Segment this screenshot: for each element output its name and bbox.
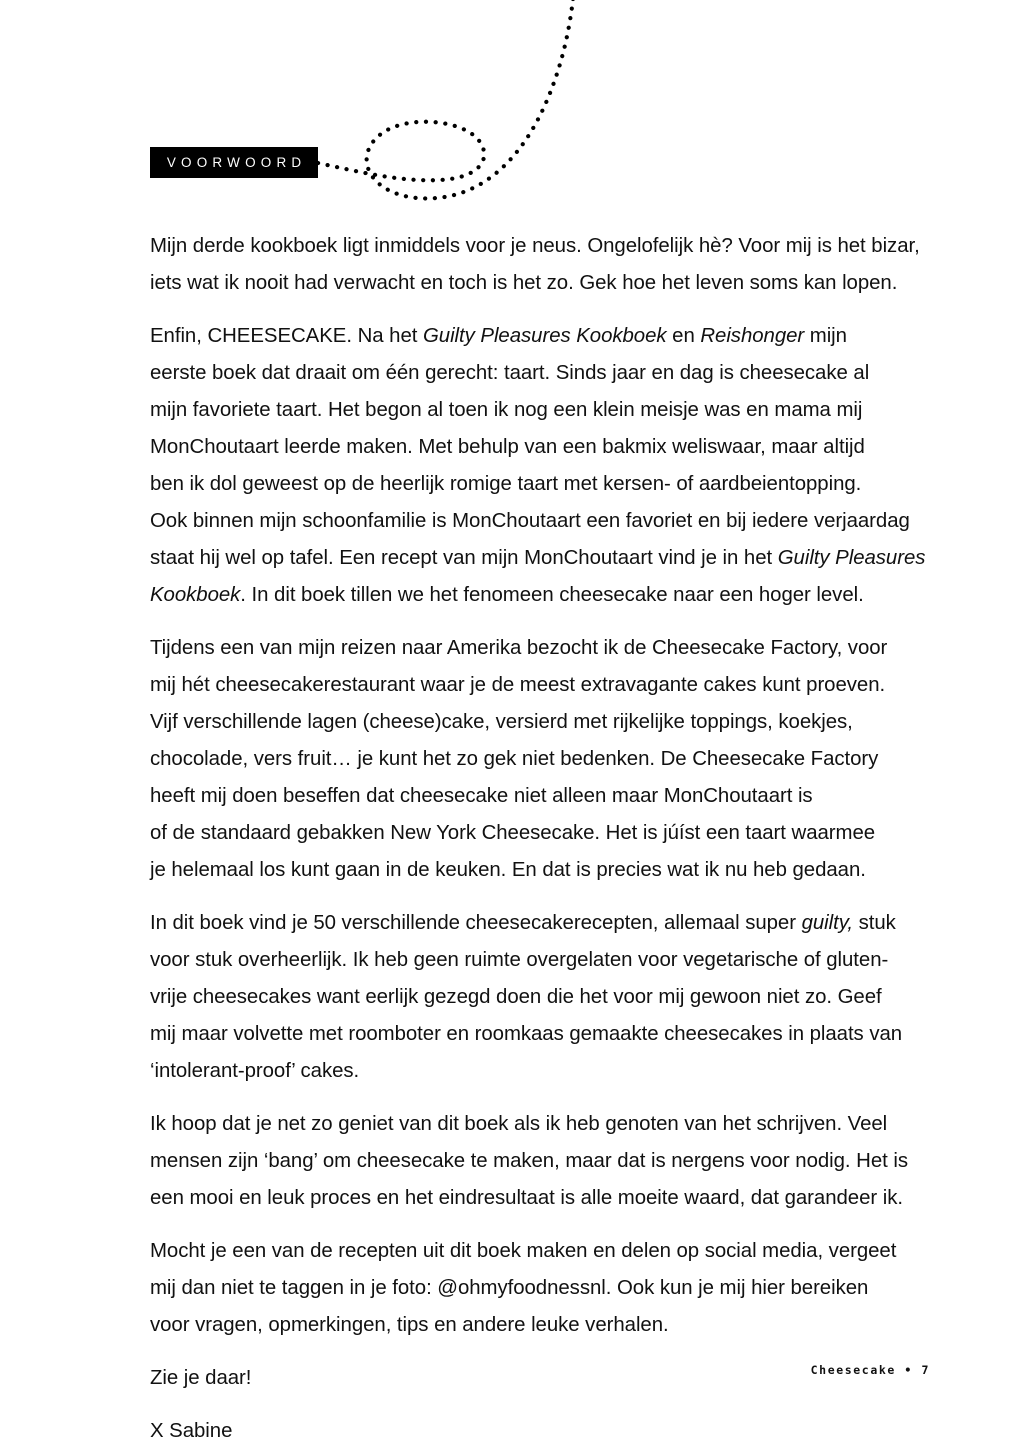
italic-run: Guilty Pleasures Kookboek (422, 325, 667, 347)
text-line (150, 1413, 940, 1440)
text-line (150, 540, 940, 577)
text-line (150, 667, 940, 704)
text-run: mij hét cheesecakerestaurant waar je de meest extravagante cakes kunt proeven. (150, 674, 886, 696)
text-run: en (666, 325, 701, 347)
text-line (150, 503, 940, 540)
text-line (150, 778, 940, 815)
text-line (150, 704, 940, 741)
text-run: Ook binnen mijn schoonfamilie is MonChoutaart een favoriet en bij iedere verjaardag (150, 510, 910, 532)
text-line (150, 630, 940, 667)
italic-run: Guilty Pleasures (777, 547, 926, 569)
text-run: stuk (852, 912, 896, 934)
paragraph (150, 228, 940, 302)
text-line (150, 1270, 940, 1307)
text-run: eerste boek dat draait om één gerecht: taart. Sinds jaar en dag is cheesecake al (150, 362, 870, 384)
text-run: Enfin, CHEESECAKE. Na het (150, 325, 423, 347)
text-line (150, 1143, 940, 1180)
text-line (150, 852, 940, 889)
text-line (150, 741, 940, 778)
text-run: een mooi en leuk proces en het eindresultaat is alle moeite waard, dat garandeer ik. (150, 1187, 903, 1209)
paragraph (150, 1106, 940, 1217)
text-line (150, 1016, 940, 1053)
paragraph (150, 1413, 940, 1440)
text-run: Zie je daar! (150, 1367, 252, 1389)
paragraph (150, 318, 940, 614)
text-line (150, 905, 940, 942)
text-line (150, 318, 940, 355)
text-run: MonChoutaart leerde maken. Met behulp van een bakmix weliswaar, maar altijd (150, 436, 865, 458)
italic-run: guilty, (801, 912, 853, 934)
text-run: chocolade, vers fruit… je kunt het zo gek niet bedenken. De Cheesecake Factory (150, 748, 879, 770)
text-run: Mijn derde kookboek ligt inmiddels voor je neus. Ongelofelijk hè? Voor mij is het bizar, (150, 235, 920, 257)
text-line (150, 265, 940, 302)
text-run: mij maar volvette met roomboter en roomkaas gemaakte cheesecakes in plaats van (150, 1023, 903, 1045)
paragraph (150, 630, 940, 889)
text-line (150, 1053, 940, 1090)
text-line (150, 466, 940, 503)
text-line (150, 1106, 940, 1143)
text-run: X Sabine (150, 1420, 233, 1440)
italic-run: Reishonger (700, 325, 805, 347)
text-line (150, 577, 940, 614)
text-run: heeft mij doen beseffen dat cheesecake niet alleen maar MonChoutaart is (150, 785, 813, 807)
section-badge-label: VOORWOORD (166, 154, 307, 170)
text-run: voor vragen, opmerkingen, tips en andere leuke verhalen. (150, 1314, 669, 1336)
text-run: mijn favoriete taart. Het begon al toen ik nog een klein meisje was en mama mij (150, 399, 863, 421)
text-run: ‘intolerant-proof’ cakes. (150, 1060, 360, 1082)
text-run: staat hij wel op tafel. Een recept van mijn MonChoutaart vind je in het (150, 547, 778, 569)
text-run: Vijf verschillende lagen (cheese)cake, versierd met rijkelijke toppings, koekjes, (150, 711, 853, 733)
text-run: . In dit boek tillen we het fenomeen cheesecake naar een hoger level. (240, 584, 864, 606)
text-run: Mocht je een van de recepten uit dit boek maken en delen op social media, vergeet (150, 1240, 897, 1262)
text-run: of de standaard gebakken New York Cheesecake. Het is júíst een taart waarmee (150, 822, 876, 844)
text-line (150, 429, 940, 466)
text-run: je helemaal los kunt gaan in de keuken. En dat is precies wat ik nu heb gedaan. (150, 859, 866, 881)
text-run: voor stuk overheerlijk. Ik heb geen ruimte overgelaten voor vegetarische of gluten- (150, 949, 889, 971)
text-line (150, 979, 940, 1016)
text-run: vrije cheesecakes want eerlijk gezegd doen die het voor mij gewoon niet zo. Geef (150, 986, 882, 1008)
text-line (150, 392, 940, 429)
text-line (150, 1233, 940, 1270)
section-badge-voorwoord (150, 147, 318, 178)
italic-run: Kookboek (150, 584, 241, 606)
text-run: Ik hoop dat je net zo geniet van dit boek als ik heb genoten van het schrijven. Veel (150, 1113, 888, 1135)
text-line (150, 942, 940, 979)
dotted-swirl-decoration (0, 0, 1020, 260)
text-run: In dit boek vind je 50 verschillende cheesecakerecepten, allemaal super (150, 912, 802, 934)
text-line (150, 1307, 940, 1344)
text-line (150, 815, 940, 852)
foreword-body (150, 228, 940, 1440)
text-run: Tijdens een van mijn reizen naar Amerika bezocht ik de Cheesecake Factory, voor (150, 637, 888, 659)
text-line (150, 228, 940, 265)
paragraph (150, 905, 940, 1090)
text-line (150, 355, 940, 392)
text-run: ben ik dol geweest op de heerlijk romige taart met kersen- of aardbeientopping. (150, 473, 862, 495)
text-line (150, 1180, 940, 1217)
text-run: iets wat ik nooit had verwacht en toch is het zo. Gek hoe het leven soms kan lopen. (150, 272, 898, 294)
paragraph (150, 1233, 940, 1344)
text-run: mensen zijn ‘bang’ om cheesecake te maken, maar dat is nergens voor nodig. Het is (150, 1150, 908, 1172)
text-run: mijn (804, 325, 847, 347)
page-footer: Cheesecake • 7 (810, 1363, 930, 1377)
text-run: mij dan niet te taggen in je foto: @ohmyfoodnessnl. Ook kun je mij hier bereiken (150, 1277, 869, 1299)
